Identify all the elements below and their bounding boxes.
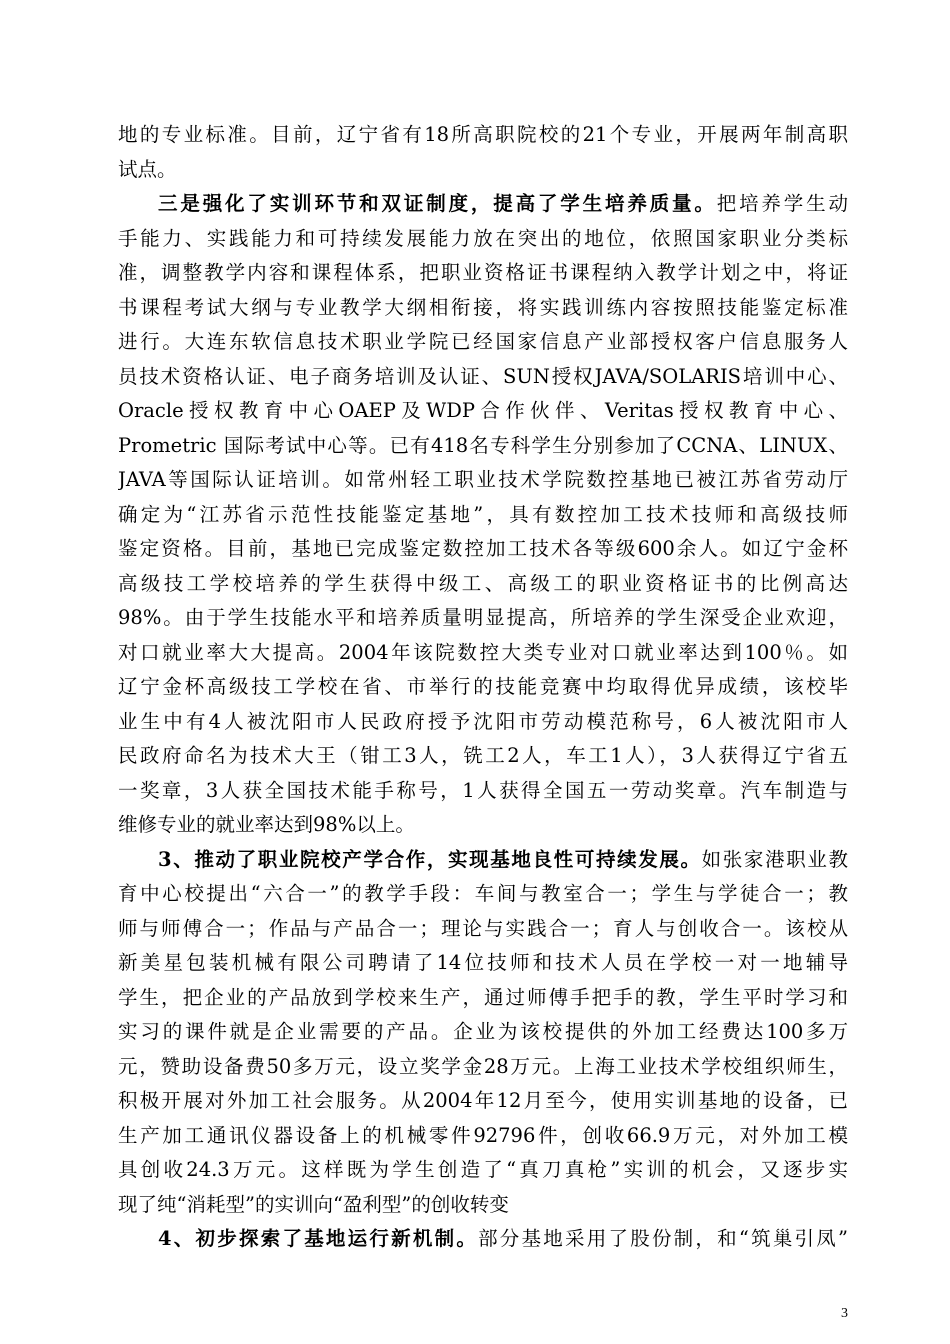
text-line: 师与师傅合一；作品与产品合一；理论与实践合一；育人与创收合一。该校从 bbox=[118, 916, 848, 940]
paragraph-start-line bbox=[118, 187, 848, 222]
text-line: 现了纯“消耗型”的实训向“盈利型”的创收转变 bbox=[118, 1192, 509, 1216]
text-line: 员技术资格认证、电子商务培训及认证、SUN授权JAVA/SOLARIS培训中心、 bbox=[118, 364, 848, 388]
text-line: 辽宁金杯高级技工学校在省、市举行的技能竞赛中均取得优异成绩，该校毕 bbox=[118, 675, 848, 698]
text-line: Prometric 国际考试中心等。已有418名专科学生分别参加了CCNA、LINUX、 bbox=[118, 433, 848, 457]
text-line: 地的专业标准。目前，辽宁省有18所高职院校的21个专业，开展两年制高职 bbox=[118, 123, 848, 146]
text-line: 元，赞助设备费50多万元，设立奖学金28万元。上海工业技术学校组织师生， bbox=[118, 1054, 848, 1078]
text-line: 业生中有4人被沈阳市人民政府授予沈阳市劳动模范称号，6人被沈阳市人 bbox=[118, 709, 848, 733]
text-line: Oracle授权教育中心OAEP及WDP合作伙伴、Veritas授权教育中心、 bbox=[118, 399, 848, 422]
text-line: 确定为“江苏省示范性技能鉴定基地”，具有数控加工技术技师和高级技师 bbox=[118, 502, 848, 526]
text-line: 试点。 bbox=[118, 157, 177, 181]
text-line: 维修专业的就业率达到98%以上。 bbox=[118, 813, 415, 836]
section-heading: 三是强化了实训环节和双证制度，提高了学生培养质量。 bbox=[158, 192, 717, 215]
section-heading: 3、推动了职业院校产学合作，实现基地良性可持续发展。 bbox=[158, 847, 702, 871]
text-run: 如张家港职业教 bbox=[701, 847, 848, 871]
text-line: 新美星包装机械有限公司聘请了14位技师和技术人员在学校一对一地辅导 bbox=[118, 951, 848, 974]
text-line: 学生，把企业的产品放到学校来生产，通过师傅手把手的教，学生平时学习和 bbox=[118, 985, 848, 1009]
text-line: 生产加工通讯仪器设备上的机械零件92796件，创收66.9万元，对外加工模 bbox=[118, 1123, 848, 1147]
text-line: 进行。大连东软信息技术职业学院已经国家信息产业部授权客户信息服务人 bbox=[118, 330, 848, 353]
text-line: 对口就业率大大提高。2004年该院数控大类专业对口就业率达到100％。如 bbox=[118, 640, 848, 664]
text-line: 实习的课件就是企业需要的产品。企业为该校提供的外加工经费达100多万 bbox=[118, 1020, 848, 1043]
text-line: 育中心校提出“六合一”的教学手段：车间与教室合一；学生与学徒合一；教 bbox=[118, 882, 848, 905]
text-line: 手能力、实践能力和可持续发展能力放在突出的地位，依照国家职业分类标 bbox=[118, 226, 848, 250]
text-line: 鉴定资格。目前，基地已完成鉴定数控加工技术各等级600余人。如辽宁金杯 bbox=[118, 537, 848, 560]
text-line: 书课程考试大纲与专业教学大纲相衔接，将实践训练内容按照技能鉴定标准 bbox=[118, 295, 848, 319]
section-heading: 4、初步探索了基地运行新机制。 bbox=[158, 1227, 479, 1250]
text-line: 准，调整教学内容和课程体系，把职业资格证书课程纳入教学计划之中，将证 bbox=[118, 261, 848, 284]
page-number: 3 bbox=[841, 1306, 848, 1321]
text-run: 把培养学生动 bbox=[716, 192, 848, 215]
text-line: 一奖章，3人获全国技术能手称号，1人获得全国五一劳动奖章。汽车制造与 bbox=[118, 778, 848, 802]
text-line: JAVA等国际认证培训。如常州轻工职业技术学院数控基地已被江苏省劳动厅 bbox=[118, 468, 848, 491]
text-line: 积极开展对外加工社会服务。从2004年12月至今，使用实训基地的设备，已 bbox=[118, 1089, 848, 1112]
text-line: 具创收24.3万元。这样既为学生创造了“真刀真枪”实训的机会，又逐步实 bbox=[118, 1158, 848, 1181]
text-line: 高级技工学校培养的学生获得中级工、高级工的职业资格证书的比例高达 bbox=[118, 571, 848, 595]
paragraph-start-line bbox=[118, 843, 848, 878]
text-run: 部分基地采用了股份制，和“筑巢引凤” bbox=[478, 1227, 848, 1250]
text-line: 民政府命名为技术大王（钳工3人，铣工2人，车工1人），3人获得辽宁省五 bbox=[118, 744, 848, 767]
text-line: 98%。由于学生技能水平和培养质量明显提高，所培养的学生深受企业欢迎， bbox=[118, 606, 848, 629]
body-text bbox=[118, 118, 848, 1257]
paragraph-start-line bbox=[118, 1222, 848, 1257]
